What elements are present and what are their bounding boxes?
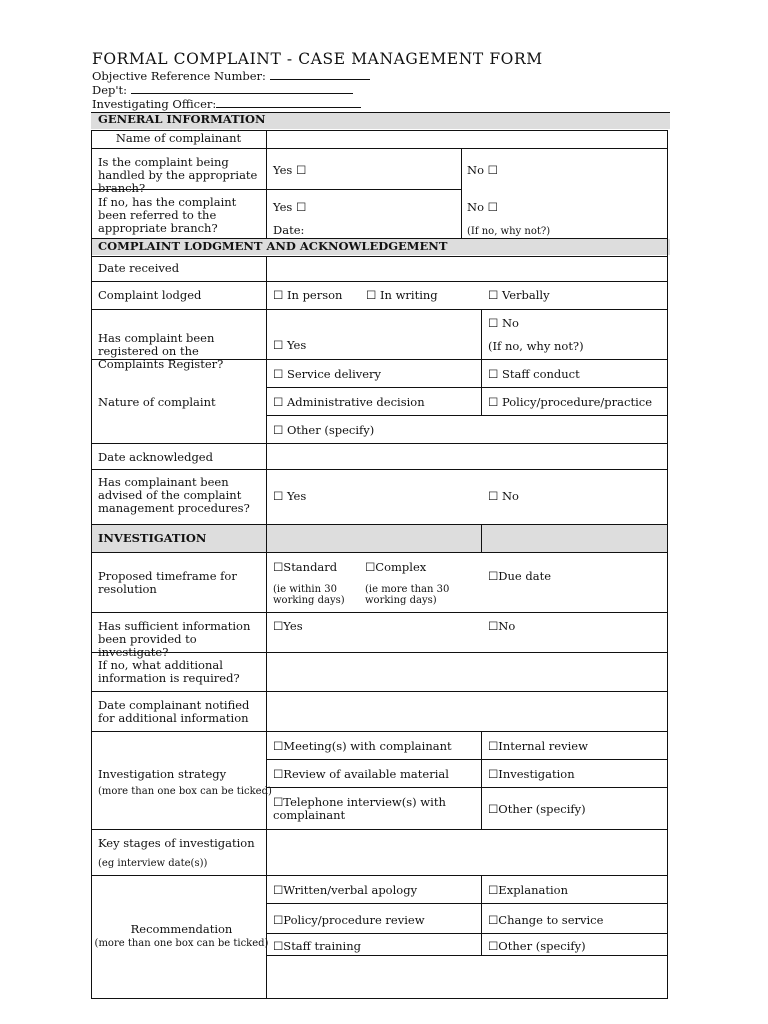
timeframe-standard-checkbox[interactable]: ☐Standard — [273, 560, 338, 574]
divider — [91, 469, 668, 470]
divider — [91, 112, 670, 113]
divider — [91, 612, 668, 613]
rec-apology-checkbox[interactable]: ☐Written/verbal apology — [273, 883, 418, 897]
timeframe-complex-note: (ie more than 30 working days) — [365, 584, 450, 606]
timeframe-standard-note: (ie within 30 working days) — [273, 584, 345, 606]
lodged-in-writing-checkbox[interactable]: ☐ In writing — [366, 288, 438, 302]
rec-other-checkbox[interactable]: ☐Other (specify) — [488, 939, 586, 953]
complaint-lodged-label: Complaint lodged — [98, 288, 202, 302]
recommendation-notes-input[interactable] — [267, 956, 667, 998]
divider — [667, 130, 668, 998]
rec-explanation-checkbox[interactable]: ☐Explanation — [488, 883, 568, 897]
strategy-label: Investigation strategy — [98, 767, 227, 781]
reference-number-line[interactable] — [270, 69, 370, 80]
nature-staff-checkbox[interactable]: ☐ Staff conduct — [488, 367, 580, 381]
officer-label: Investigating Officer: — [92, 97, 217, 111]
complainant-name-label: Name of complainant — [115, 131, 242, 145]
divider — [266, 256, 267, 524]
timeframe-due-date-checkbox[interactable]: ☐Due date — [488, 569, 552, 583]
referred-why-note: (If no, why not?) — [467, 226, 551, 237]
divider — [481, 309, 482, 415]
key-stages-note: (eg interview date(s)) — [98, 858, 208, 869]
date-acknowledged-input[interactable] — [267, 444, 667, 469]
notified-question: Date complainant notified for additional information — [98, 698, 250, 725]
divider — [91, 130, 92, 998]
divider — [91, 998, 668, 999]
branch-question: Is the complaint being handled by the appropriate branch? — [98, 155, 258, 195]
date-received-input[interactable] — [267, 257, 667, 281]
divider — [91, 731, 668, 732]
dept-line[interactable] — [131, 83, 353, 94]
sufficient-info-question: Has sufficient information been provided to investigate? — [98, 619, 251, 659]
nature-admin-checkbox[interactable]: ☐ Administrative decision — [273, 395, 425, 409]
form-title: FORMAL COMPLAINT - CASE MANAGEMENT FORM — [92, 50, 543, 68]
nature-other-checkbox[interactable]: ☐ Other (specify) — [273, 423, 375, 437]
timeframe-complex-checkbox[interactable]: ☐Complex — [365, 560, 427, 574]
recommendation-note: (more than one box can be ticked) — [94, 938, 269, 949]
strategy-investigation-checkbox[interactable]: ☐Investigation — [488, 767, 575, 781]
divider — [91, 875, 668, 876]
officer-field[interactable] — [92, 97, 361, 111]
divider — [266, 759, 668, 760]
registered-no-checkbox[interactable]: ☐ No — [488, 316, 519, 330]
reference-number-field[interactable] — [92, 69, 370, 83]
advised-no-checkbox[interactable]: ☐ No — [488, 489, 519, 503]
lodged-verbally-checkbox[interactable]: ☐ Verbally — [488, 288, 550, 302]
reference-number-label: Objective Reference Number: — [92, 69, 266, 83]
officer-line[interactable] — [216, 97, 361, 108]
divider — [481, 731, 482, 829]
sufficient-info-yes-checkbox[interactable]: ☐Yes — [273, 619, 303, 633]
divider — [461, 148, 462, 239]
rec-staff-training-checkbox[interactable]: ☐Staff training — [273, 939, 361, 953]
strategy-other-checkbox[interactable]: ☐Other (specify) — [488, 802, 586, 816]
complainant-name-input[interactable] — [267, 131, 667, 148]
general-information-heading: GENERAL INFORMATION — [91, 112, 670, 129]
dept-field[interactable] — [92, 83, 353, 97]
registered-why-note: (If no, why not?) — [488, 339, 584, 353]
divider — [91, 524, 668, 525]
timeframe-question: Proposed timeframe for resolution — [98, 569, 237, 596]
dept-label: Dep't: — [92, 83, 128, 97]
nature-service-checkbox[interactable]: ☐ Service delivery — [273, 367, 382, 381]
rec-change-service-checkbox[interactable]: ☐Change to service — [488, 913, 604, 927]
divider — [91, 148, 668, 149]
lodgment-heading: COMPLAINT LODGMENT AND ACKNOWLEDGEMENT — [91, 239, 670, 255]
divider — [91, 238, 668, 239]
advised-yes-checkbox[interactable]: ☐ Yes — [273, 489, 307, 503]
strategy-meeting-checkbox[interactable]: ☐Meeting(s) with complainant — [273, 739, 452, 753]
key-stages-label: Key stages of investigation — [98, 836, 255, 850]
referred-no-checkbox[interactable]: No ☐ — [467, 200, 498, 214]
notified-date-input[interactable] — [267, 692, 667, 731]
recommendation-label: Recommendation — [130, 922, 233, 936]
divider — [266, 903, 668, 904]
investigation-heading: INVESTIGATION — [91, 524, 667, 552]
referred-date-field[interactable]: Date: — [273, 223, 305, 237]
date-acknowledged-label: Date acknowledged — [98, 450, 213, 464]
additional-info-question: If no, what additional information is required? — [98, 658, 240, 685]
key-stages-input[interactable] — [267, 830, 667, 875]
sufficient-info-no-checkbox[interactable]: ☐No — [488, 619, 516, 633]
divider — [91, 309, 668, 310]
registered-yes-checkbox[interactable]: ☐ Yes — [273, 338, 307, 352]
divider — [481, 524, 482, 552]
divider — [266, 787, 668, 788]
additional-info-input[interactable] — [267, 653, 667, 691]
lodged-in-person-checkbox[interactable]: ☐ In person — [273, 288, 343, 302]
referred-yes-checkbox[interactable]: Yes ☐ — [273, 200, 307, 214]
branch-no-checkbox[interactable]: No ☐ — [467, 163, 498, 177]
divider — [91, 281, 668, 282]
nature-label: Nature of complaint — [98, 395, 216, 409]
divider — [266, 387, 668, 388]
strategy-internal-review-checkbox[interactable]: ☐Internal review — [488, 739, 588, 753]
rec-policy-review-checkbox[interactable]: ☐Policy/procedure review — [273, 913, 425, 927]
divider — [481, 875, 482, 955]
divider — [266, 933, 668, 934]
strategy-note: (more than one box can be ticked) — [98, 786, 272, 797]
advised-question: Has complainant been advised of the complaint management procedures? — [98, 475, 250, 515]
branch-yes-checkbox[interactable]: Yes ☐ — [273, 163, 307, 177]
divider — [266, 415, 668, 416]
strategy-telephone-checkbox[interactable]: ☐Telephone interview(s) with complainant — [273, 795, 446, 822]
date-received-label: Date received — [98, 261, 180, 275]
referred-question: If no, has the complaint been referred to the appropriate branch? — [98, 195, 237, 235]
strategy-review-material-checkbox[interactable]: ☐Review of available material — [273, 767, 449, 781]
registered-question: Has complaint been registered on the Complaints Register? — [98, 331, 224, 371]
nature-policy-checkbox[interactable]: ☐ Policy/procedure/practice — [488, 395, 653, 409]
divider — [91, 552, 668, 553]
